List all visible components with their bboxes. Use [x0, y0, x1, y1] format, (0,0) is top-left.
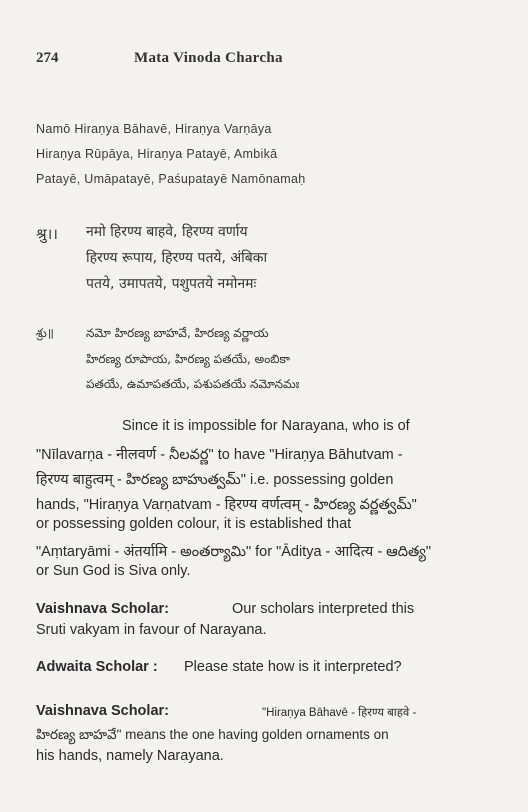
telugu-label: శ్రు॥ — [36, 326, 54, 340]
paragraph-line-2: "Nīlavarṇa - नीलवर्ण - నీలవర్ణ" to have "Hiraṇya Bāhutvam - — [36, 447, 403, 463]
dialogue-1-line-2: Sruti vakyam in favour of Narayana. — [36, 622, 267, 638]
running-title: Mata Vinoda Charcha — [134, 50, 283, 66]
speaker-vaishnava-1: Vaishnava Scholar: — [36, 601, 169, 617]
dialogue-1-line-1: Our scholars interpreted this — [232, 601, 415, 617]
mantra-roman-line-3: Patayē, Umāpatayē, Paśupatayē Namōnamaḥ — [36, 172, 306, 186]
paragraph-line-1: Since it is impossible for Narayana, who is of — [122, 418, 410, 434]
paragraph-line-6: "Aṃtaryāmi - अंतर्यामि - అంతర్యామి" for "Āditya - आदित्य - ఆదిత్య" — [36, 544, 431, 560]
dialogue-3-line-3: his hands, namely Narayana. — [36, 748, 224, 764]
telugu-line-2: హిరణ్య రూపాయ, హిరణ్య పతయే, అంబికా — [86, 352, 290, 366]
page-number: 274 — [36, 50, 59, 66]
paragraph-line-7: or Sun God is Siva only. — [36, 563, 191, 579]
telugu-line-1: నమో హిరణ్య బాహవే, హిరణ్య వర్ణాయ — [86, 326, 269, 340]
speaker-vaishnava-2: Vaishnava Scholar: — [36, 703, 169, 719]
dialogue-3-line-1: "Hiraṇya Bāhavē - हिरण्य बाहवे - — [262, 707, 417, 719]
telugu-line-3: పతయే, ఉమాపతయే, పశుపతయే నమోనమః — [86, 377, 300, 391]
mantra-roman-line-2: Hiraṇya Rūpāya, Hiraṇya Patayē, Ambikā — [36, 147, 278, 161]
dialogue-3-line-2: హిరణ్య బాహవే" means the one having golden ornaments on — [36, 727, 389, 742]
devanagari-label: श्रु।। — [36, 225, 58, 243]
paragraph-line-5: or possessing golden colour, it is established that — [36, 516, 352, 532]
devanagari-line-3: पतये, उमापतये, पशुपतये नमोनमः — [86, 276, 257, 292]
mantra-roman-line-1: Namō Hiraṇya Bāhavē, Hiraṇya Varṇāya — [36, 122, 272, 136]
devanagari-line-2: हिरण्य रूपाय, हिरण्य पतये, अंबिका — [86, 250, 268, 266]
devanagari-line-1: नमो हिरण्य बाहवे, हिरण्य वर्णाय — [86, 224, 248, 240]
paragraph-line-4: hands, "Hiraṇya Varṇatvam - हिरण्य वर्णत्वम् - హిరణ్య వర్ణత్వమ్" — [36, 497, 417, 513]
dialogue-2-line-1: Please state how is it interpreted? — [184, 659, 402, 675]
speaker-adwaita: Adwaita Scholar : — [36, 659, 158, 675]
paragraph-line-3: हिरण्य बाहुत्वम् - హిరణ్య బాహుత్వమ్" i.e. possessing golden — [36, 472, 394, 488]
